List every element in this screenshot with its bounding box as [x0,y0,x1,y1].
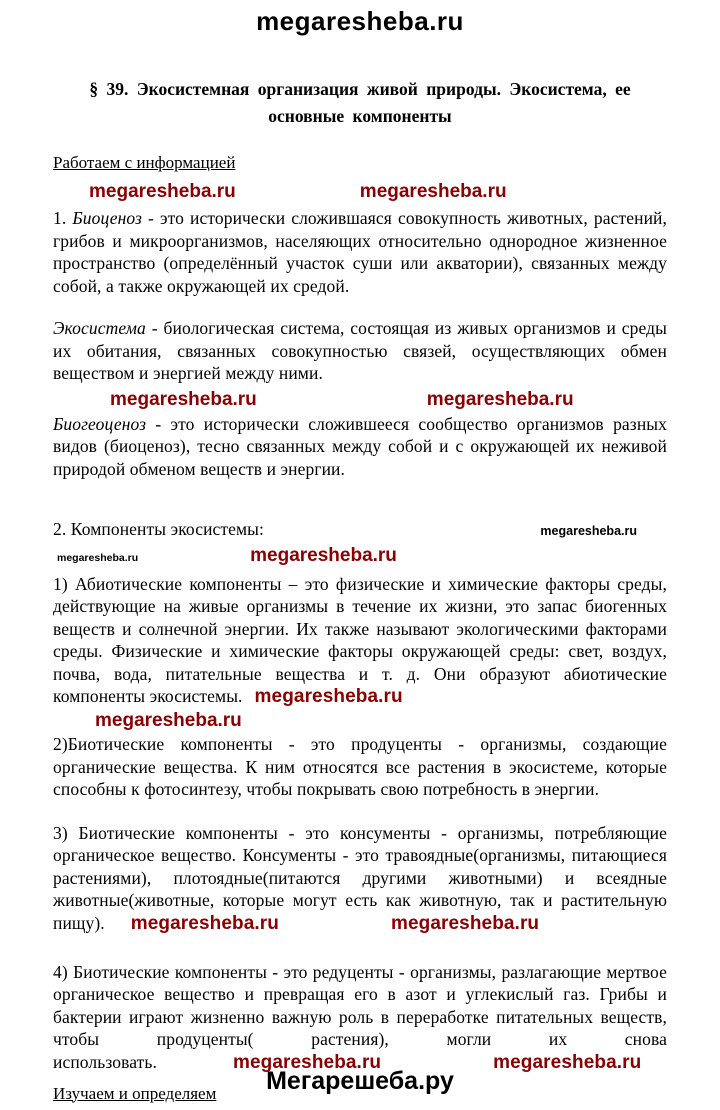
watermark-row [53,709,667,733]
paragraph-reducers [53,961,667,1075]
watermark: megaresheba.ru [89,181,236,202]
term-biocenosis: Биоценоз [72,208,142,228]
watermark: megaresheba.ru [359,181,507,202]
components-heading-row [53,518,667,541]
watermark-row [53,388,667,412]
paragraph-consumers [53,822,667,936]
site-logo-top: megaresheba.ru [256,6,464,36]
paragraph-number: 1. [53,208,73,228]
term-ecosystem: Экосистема [53,318,146,338]
paragraph-abiotic [53,573,667,710]
term-biogeocenosis: Биогеоценоз [53,413,147,434]
watermark: megaresheba.ru [130,912,279,934]
watermark: megaresheba.ru [95,710,242,731]
paragraph-producers [53,733,667,801]
watermark: megaresheba.ru [232,1051,382,1073]
watermark: megaresheba.ru [250,544,397,566]
paragraph-body: 3) Биотические компоненты - это консументы - организмы, потребляющие органическое вещество. Консументы - это травоядные(организмы, питающиеся растениями), плотоядные(питаются другими животными) и всеядные животные(животные, которые могут есть как животную, так и растительную пищу). [53,822,667,933]
paragraph-body: - это исторически сложившаяся совокупность животных, растений, грибов и микроорганизмов, населяющих относительно однородное жизненное пространство (определённый участок суши или акватории), связанных между собой, а также окружающей их средой. [53,208,667,296]
paragraph-body: 2)Биотические компоненты - это продуценты - организмы, создающие органические вещества. К ним относятся все растения в экосистеме, которые способны к фотосинтезу, чтобы покрывать свою потребность в энергии. [53,734,667,799]
paragraph-ecosystem [53,317,667,385]
watermark: megaresheba.ru [390,912,540,934]
watermark: megaresheba.ru [57,551,139,564]
watermark-row [53,544,667,568]
section-heading [53,76,667,130]
paragraph-biocenosis [53,207,667,297]
watermark: megaresheba.ru [110,388,257,410]
section-heading-line-2: основные компоненты [268,106,452,126]
site-logo-bottom: Мегарешеба.ру [266,1067,454,1095]
paragraph-body: 1) Абиотические компоненты – это физические и химические факторы среды, действующие на живые организмы в течение их жизни, это запас биогенных веществ и солнечной энергии. Их также называют экологическими факторами среды. Физические и химические факторы окружающей среды: свет, воздух, почва, вода, питательные вещества и т. д. Они образуют абиотические компоненты экосистемы. [53,573,667,706]
watermark: megaresheba.ru [426,388,574,410]
subheading-work-info: Работаем с информацией [53,153,236,172]
paragraph-body: 4) Биотические компоненты - это редуценты - организмы, разлагающие мертвое органическое вещество и превращая его в азот и углекислый газ. Грибы и бактерии играют жизненно важную роль в переработке питательных веществ, чтобы продуценты( растения), могли их снова использовать. [53,961,667,1072]
watermark: megaresheba.ru [493,1051,642,1073]
section-heading-line-1: § 39. Экосистемная организация живой природы. Экосистема, ее [89,79,631,99]
watermark-row [53,180,667,204]
watermark: megaresheba.ru [540,524,637,538]
watermark: megaresheba.ru [254,686,403,707]
paragraph-body: - это исторически сложившееся сообщество организмов разных видов (биоценоз), тесно связанных между собой и с окружающей их неживой природой обменом веществ и энергии. [53,413,667,479]
subheading-study: Изучаем и определяем [53,1083,217,1103]
paragraph-biogeocenosis [53,413,667,481]
components-heading: 2. Компоненты экосистемы: [53,519,265,539]
paragraph-body: - биологическая система, состоящая из живых организмов и среды их обитания, связанных совокупностью связей, осуществляющих обмен веществом и энергией между ними. [53,318,667,383]
